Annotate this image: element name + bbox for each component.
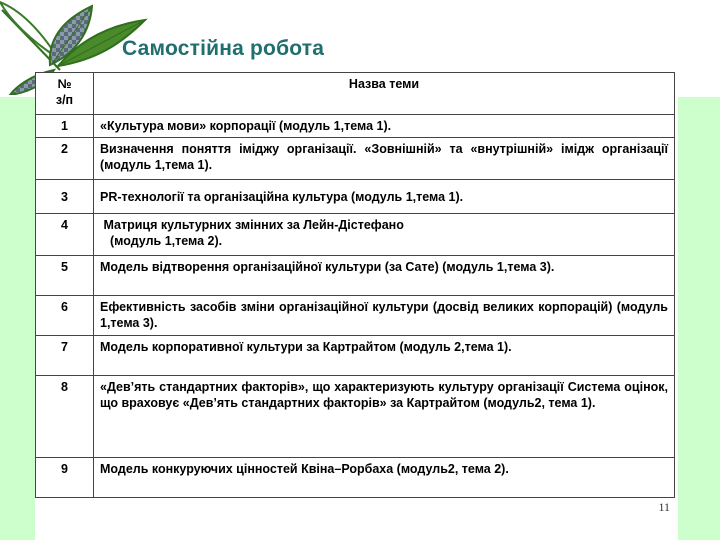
header-topic-name: Назва теми [94,73,675,115]
table-row [36,180,675,214]
row-topic: Модель конкуруючих цінностей Квіна–Рорбаха (модуль2, тема 2). [94,458,675,498]
row-number: 7 [36,336,94,376]
table-row [36,115,675,138]
table-header-row [36,73,675,115]
row-number: 8 [36,376,94,458]
row-topic: «Культура мови» корпорації (модуль 1,тема 1). [94,115,675,138]
row-topic: Модель корпоративної культури за Картрайтом (модуль 2,тема 1). [94,336,675,376]
row-number: 2 [36,138,94,180]
table-row [36,214,675,256]
header-number [36,73,94,115]
table-row [36,336,675,376]
topics-table [35,72,675,498]
row-number: 1 [36,115,94,138]
table-row [36,256,675,296]
header-number-abbrev: з/п [55,93,74,107]
row-number: 5 [36,256,94,296]
row-topic [94,214,675,256]
table-row [36,376,675,458]
page-number: 11 [658,500,670,514]
row-topic: Визначення поняття іміджу організації. «Зовнішній» та «внутрішній» імідж організації (модуль 1,тема 1). [94,138,675,180]
table-row [36,138,675,180]
slide-title: Самостійна робота [122,37,325,60]
table-row [36,296,675,336]
row-topic: PR-технології та організаційна культура (модуль 1,тема 1). [94,180,675,214]
row-number: 6 [36,296,94,336]
row-topic: Модель відтворення організаційної культури (за Сате) (модуль 1,тема 3). [94,256,675,296]
header-number-symbol: № [57,77,72,91]
row-topic-line1: Матриця культурних змінних за Лейн-Дістефано [100,218,404,232]
row-topic: «Дев’ять стандартних факторів», що характеризують культуру організації Система оцінок, що враховує «Дев’ять стандартних факторів» за Картрайтом (модуль2, тема 1). [94,376,675,458]
table-row [36,458,675,498]
row-number: 4 [36,214,94,256]
row-number: 3 [36,180,94,214]
row-topic-line2: (модуль 1,тема 2). [110,234,223,248]
row-number: 9 [36,458,94,498]
row-topic: Ефективність засобів зміни організаційної культури (досвід великих корпорацій) (модуль 1,тема 3). [94,296,675,336]
